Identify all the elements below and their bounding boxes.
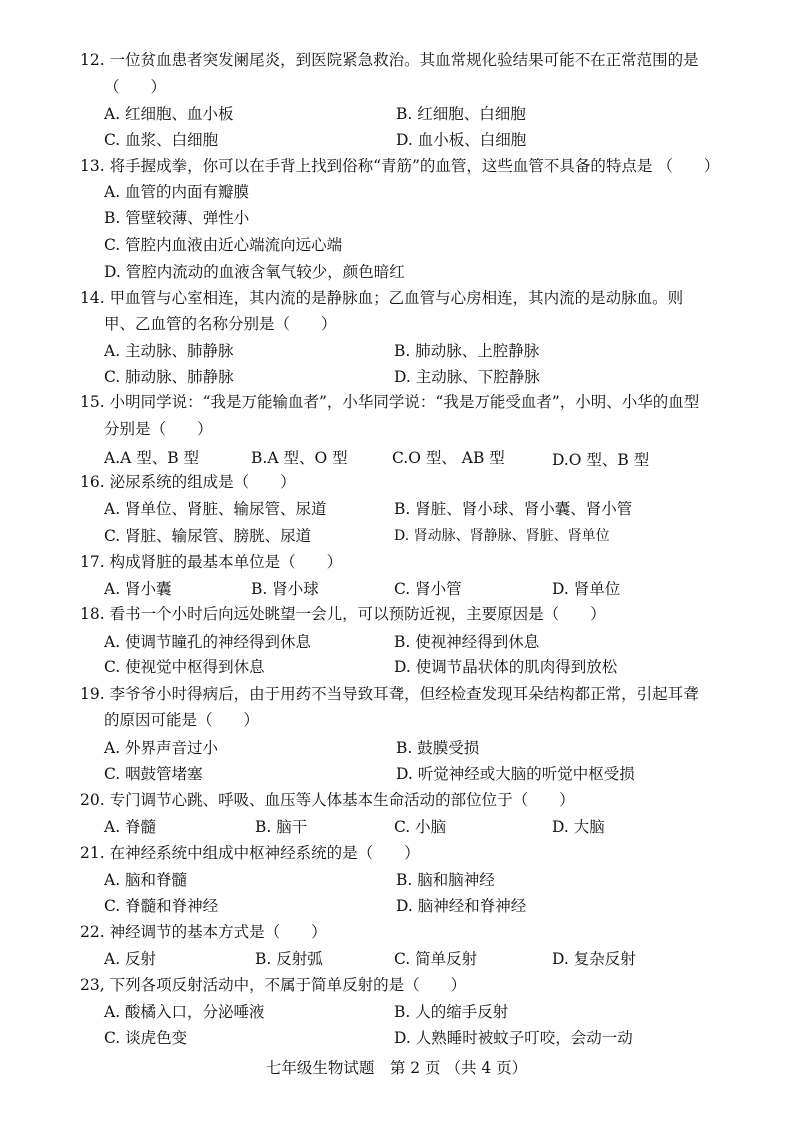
question-17-option-c[interactable]: C. 肾小管: [394, 580, 462, 598]
question-16-option-d[interactable]: D. 肾动脉、肾静脉、肾脏、肾单位: [394, 528, 610, 544]
question-13-option-a[interactable]: A. 血管的内面有瓣膜: [104, 183, 250, 201]
question-22-option-c[interactable]: C. 简单反射: [394, 950, 478, 968]
question-18-option-c[interactable]: C. 使视觉中枢得到休息: [104, 658, 265, 676]
question-16-stem: 16. 泌尿系统的组成是（ ）: [80, 473, 296, 491]
question-14-stem: 14. 甲血管与心室相连，其内流的是静脉血；乙血管与心房相连，其内流的是动脉血。则: [80, 289, 684, 307]
question-12-bracket: （ ）: [104, 78, 167, 96]
question-12-option-d[interactable]: D. 血小板、白细胞: [396, 131, 527, 149]
question-18-option-a[interactable]: A. 使调节瞳孔的神经得到休息: [104, 633, 312, 651]
question-15-option-a[interactable]: A.A 型、B 型: [104, 449, 200, 467]
question-21-option-a[interactable]: A. 脑和脊髓: [104, 871, 188, 889]
question-19-option-c[interactable]: C. 咽鼓管堵塞: [104, 765, 203, 783]
question-13-stem: 13. 将手握成拳，你可以在手背上找到俗称“青筋”的血管，这些血管不具备的特点是 （ ）: [80, 157, 720, 175]
question-14-option-a[interactable]: A. 主动脉、肺静脉: [104, 342, 234, 360]
question-18-option-d[interactable]: D. 使调节晶状体的肌肉得到放松: [394, 658, 618, 676]
question-21-option-d[interactable]: D. 脑神经和脊神经: [396, 897, 527, 915]
question-18-option-b[interactable]: B. 使视神经得到休息: [394, 633, 540, 651]
question-21-option-b[interactable]: B. 脑和脑神经: [396, 871, 495, 889]
question-22-option-b[interactable]: B. 反射弧: [255, 950, 323, 968]
question-16-option-b[interactable]: B. 肾脏、肾小球、肾小囊、肾小管: [394, 500, 633, 518]
question-21-option-c[interactable]: C. 脊髓和脊神经: [104, 897, 219, 915]
question-12-option-b[interactable]: B. 红细胞、白细胞: [396, 105, 526, 123]
question-14-option-c[interactable]: C. 肺动脉、肺静脉: [104, 368, 234, 386]
question-12-option-a[interactable]: A. 红细胞、血小板: [104, 105, 234, 123]
question-19-option-b[interactable]: B. 鼓膜受损: [396, 739, 480, 757]
question-23-option-a[interactable]: A. 酸橘入口，分泌唾液: [104, 1003, 265, 1021]
question-17-option-d[interactable]: D. 肾单位: [552, 580, 621, 598]
question-12-stem: 12. 一位贫血患者突发阑尾炎，到医院紧急救治。其血常规化验结果可能不在正常范围的是: [80, 51, 699, 69]
question-16-option-a[interactable]: A. 肾单位、肾脏、输尿管、尿道: [104, 500, 327, 518]
question-20-option-d[interactable]: D. 大脑: [552, 818, 605, 836]
question-13-option-c[interactable]: C. 管腔内血液由近心端流向远心端: [104, 236, 343, 254]
question-17-stem: 17. 构成肾脏的最基本单位是（ ）: [80, 553, 343, 571]
question-20-option-a[interactable]: A. 脊髓: [104, 818, 157, 836]
question-23-stem: 23, 下列各项反射活动中，不属于简单反射的是（ ）: [80, 976, 467, 994]
question-23-option-d[interactable]: D. 人熟睡时被蚊子叮咬，会动一动: [394, 1029, 633, 1047]
question-21-stem: 21. 在神经系统中组成中枢神经系统的是（ ）: [80, 844, 420, 862]
question-12-option-c[interactable]: C. 血浆、白细胞: [104, 131, 219, 149]
question-22-option-a[interactable]: A. 反射: [104, 950, 157, 968]
question-13-option-d[interactable]: D. 管腔内流动的血液含氧气较少，颜色暗红: [104, 263, 405, 281]
question-15-option-d[interactable]: D.O 型、B 型: [552, 451, 650, 469]
question-15-option-b[interactable]: B.A 型、O 型: [251, 449, 348, 467]
question-20-option-b[interactable]: B. 脑干: [255, 818, 308, 836]
question-23-option-c[interactable]: C. 谈虎色变: [104, 1029, 188, 1047]
question-15-stem: 15. 小明同学说：“我是万能输血者”，小华同学说：“我是万能受血者”，小明、小华的血型: [80, 393, 700, 411]
question-15-stem-cont: 分别是（ ）: [104, 420, 213, 438]
question-17-option-b[interactable]: B. 肾小球: [251, 580, 319, 598]
question-19-option-d[interactable]: D. 听觉神经或大脑的听觉中枢受损: [396, 765, 635, 783]
question-22-option-d[interactable]: D. 复杂反射: [552, 950, 636, 968]
question-19-option-a[interactable]: A. 外界声音过小: [104, 739, 219, 757]
question-23-option-b[interactable]: B. 人的缩手反射: [394, 1003, 509, 1021]
question-17-option-a[interactable]: A. 肾小囊: [104, 580, 172, 598]
question-22-stem: 22. 神经调节的基本方式是（ ）: [80, 923, 327, 941]
question-14-option-b[interactable]: B. 肺动脉、上腔静脉: [394, 342, 540, 360]
question-15-option-c[interactable]: C.O 型、 AB 型: [392, 449, 505, 467]
question-20-stem: 20. 专门调节心跳、呼吸、血压等人体基本生命活动的部位位于（ ）: [80, 791, 575, 809]
question-14-stem-cont: 甲、乙血管的名称分别是（ ）: [104, 315, 337, 333]
page-footer: 七年级生物试题 第 2 页 （共 4 页）: [265, 1059, 528, 1077]
question-16-option-c[interactable]: C. 肾脏、输尿管、膀胱、尿道: [104, 527, 312, 545]
question-14-option-d[interactable]: D. 主动脉、下腔静脉: [394, 368, 540, 386]
question-19-stem: 19. 李爷爷小时得病后，由于用药不当导致耳聋，但经检查发现耳朵结构都正常，引起耳聋: [80, 685, 699, 703]
question-13-option-b[interactable]: B. 管壁较薄、弹性小: [104, 209, 250, 227]
question-20-option-c[interactable]: C. 小脑: [394, 818, 447, 836]
question-18-stem: 18. 看书一个小时后向远处眺望一会儿，可以预防近视，主要原因是（ ）: [80, 605, 606, 623]
question-19-stem-cont: 的原因可能是（ ）: [104, 711, 260, 729]
